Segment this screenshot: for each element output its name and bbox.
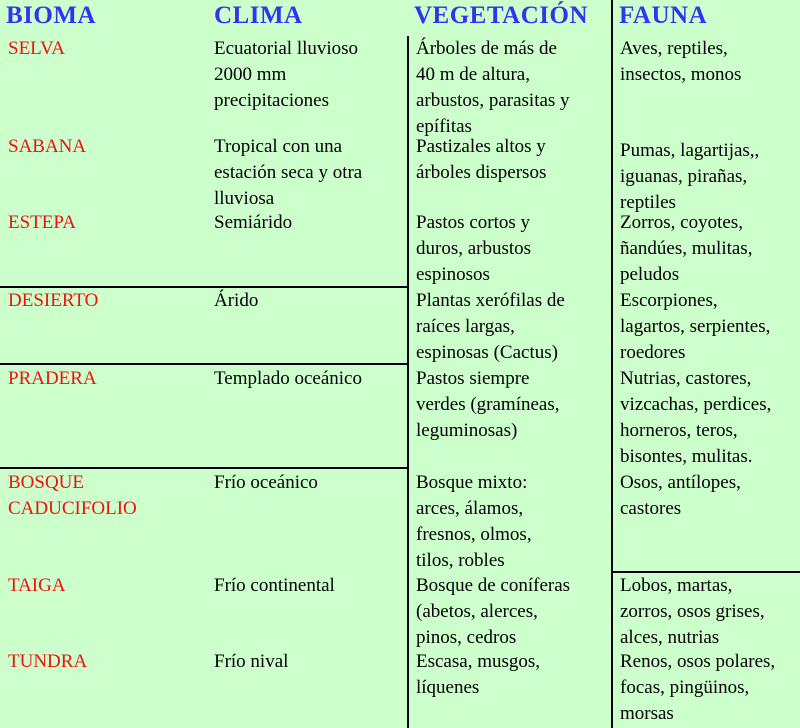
divider-row-taiga (612, 571, 800, 573)
row-selva-bioma: SELVA (8, 38, 66, 59)
row-tundra-bioma: TUNDRA (8, 651, 88, 672)
divider-col-fauna (611, 0, 613, 728)
row-estepa-fauna: Zorros, coyotes, ñandúes, mulitas, peludos (620, 212, 753, 285)
row-sabana-fauna: Pumas, lagartijas,, iguanas, pirañas, reptiles (620, 140, 760, 213)
row-taiga-bioma: TAIGA (8, 575, 66, 596)
divider-row-pradera (0, 363, 407, 365)
divider-col-vegetacion (407, 36, 409, 728)
row-pradera-fauna: Nutrias, castores, vizcachas, perdices, horneros, teros, bisontes, mulitas. (620, 368, 772, 467)
row-sabana-vegetacion: Pastizales altos y árboles dispersos (416, 136, 547, 183)
row-sabana-clima: Tropical con una estación seca y otra lluviosa (214, 136, 363, 209)
row-selva-vegetacion: Árboles de más de 40 m de altura, arbustos, parasitas y epífitas (416, 38, 570, 137)
row-desierto-fauna: Escorpiones, lagartos, serpientes, roedores (620, 290, 771, 363)
row-tundra-vegetacion: Escasa, musgos, líquenes (416, 651, 541, 698)
row-selva-clima: Ecuatorial lluvioso 2000 mm precipitaciones (214, 38, 359, 111)
row-bosque-fauna: Osos, antílopes, castores (620, 472, 741, 519)
row-desierto-bioma: DESIERTO (8, 290, 99, 311)
divider-row-desierto (0, 286, 407, 288)
row-pradera-vegetacion: Pastos siempre verdes (gramíneas, leguminosas) (416, 368, 560, 441)
row-bosque-bioma: BOSQUE CADUCIFOLIO (8, 472, 137, 519)
row-estepa-vegetacion: Pastos cortos y duros, arbustos espinosos (416, 212, 532, 285)
row-taiga-clima: Frío continental (214, 575, 335, 596)
row-pradera-bioma: PRADERA (8, 368, 97, 389)
row-estepa-clima: Semiárido (214, 212, 293, 233)
row-bosque-clima: Frío oceánico (214, 472, 318, 493)
header-fauna: FAUNA (619, 2, 708, 29)
row-tundra-fauna: Renos, osos polares, focas, pingüinos, morsas (620, 651, 776, 724)
row-tundra-clima: Frío nival (214, 651, 289, 672)
row-sabana-bioma: SABANA (8, 136, 87, 157)
row-taiga-vegetacion: Bosque de coníferas (abetos, alerces, pinos, cedros (416, 575, 571, 648)
row-pradera-clima: Templado oceánico (214, 368, 362, 389)
header-vegetacion: VEGETACIÓN (414, 2, 589, 29)
row-estepa-bioma: ESTEPA (8, 212, 76, 233)
row-taiga-fauna: Lobos, martas, zorros, osos grises, alces, nutrias (620, 575, 765, 648)
row-bosque-vegetacion: Bosque mixto: arces, álamos, fresnos, olmos, tilos, robles (416, 472, 532, 571)
row-desierto-clima: Árido (214, 290, 259, 311)
header-clima: CLIMA (214, 2, 303, 29)
header-bioma: BIOMA (6, 2, 96, 29)
row-selva-fauna: Aves, reptiles, insectos, monos (620, 38, 742, 85)
row-desierto-vegetacion: Plantas xerófilas de raíces largas, espinosas (Cactus) (416, 290, 565, 363)
divider-row-bosque (0, 467, 407, 469)
